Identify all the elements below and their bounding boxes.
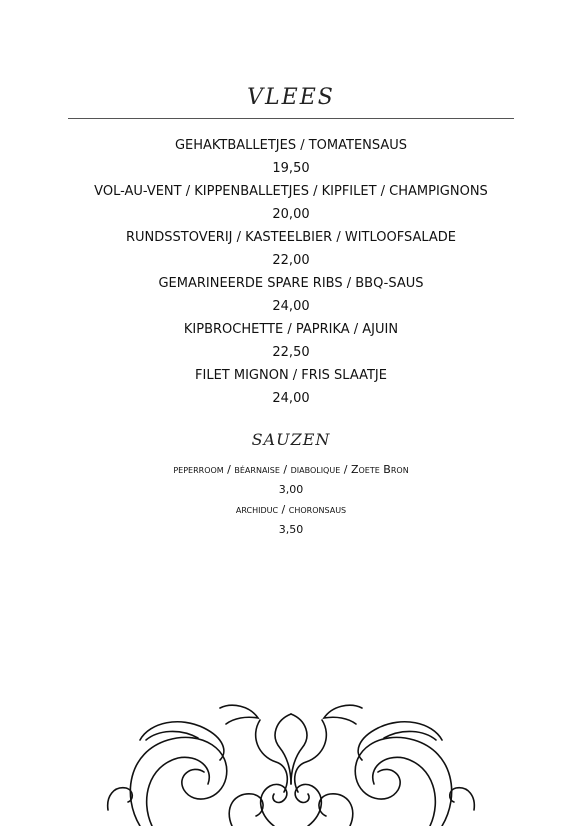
menu-item: [0, 364, 582, 410]
menu-item: [0, 272, 582, 318]
menu-item: [0, 318, 582, 364]
item-name: GEMARINEERDE SPARE RIBS / BBQ-SAUS: [158, 276, 424, 291]
item-price: 19,50: [272, 161, 310, 176]
decorative-ornament: [100, 700, 482, 826]
menu-item: [0, 134, 582, 180]
sauce-item: [0, 500, 582, 540]
section-title: VLEES: [247, 85, 335, 110]
menu-items: [0, 134, 582, 410]
item-price: 22,50: [272, 345, 310, 360]
sauces-title: SAUZEN: [251, 430, 331, 449]
sauce-items: [0, 460, 582, 540]
title-divider: [68, 118, 514, 119]
sauce-price: 3,50: [278, 523, 304, 536]
menu-item: [0, 180, 582, 226]
item-price: 20,00: [272, 207, 310, 222]
sauce-name: archiduc / choronsaus: [235, 503, 347, 516]
item-price: 22,00: [272, 253, 310, 268]
item-price: 24,00: [272, 391, 310, 406]
sauce-item: [0, 460, 582, 500]
item-name: FILET MIGNON / FRIS SLAATJE: [195, 368, 387, 383]
item-name: KIPBROCHETTE / PAPRIKA / AJUIN: [183, 322, 399, 337]
item-name: VOL-AU-VENT / KIPPENBALLETJES / KIPFILET / CHAMPIGNONS: [94, 184, 488, 199]
sauce-name: peperroom / béarnaise / diabolique / Zoete Bron: [173, 463, 409, 476]
item-name: GEHAKTBALLETJES / TOMATENSAUS: [174, 138, 408, 153]
item-price: 24,00: [272, 299, 310, 314]
menu-item: [0, 226, 582, 272]
item-name: RUNDSSTOVERIJ / KASTEELBIER / WITLOOFSALADE: [125, 230, 457, 245]
sauce-price: 3,00: [278, 483, 304, 496]
